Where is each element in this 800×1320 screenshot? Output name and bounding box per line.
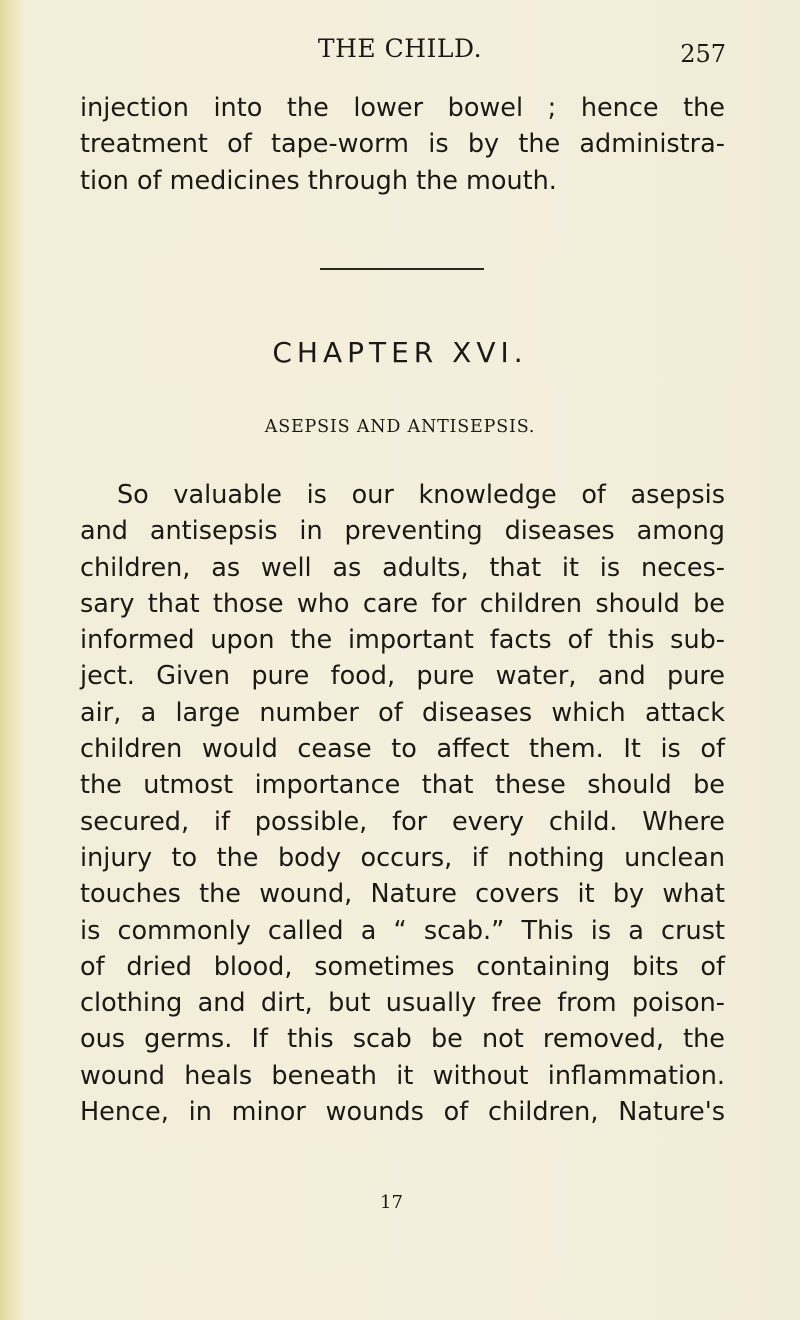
text-line: is commonly called a “ scab.” This is a crust (80, 915, 725, 946)
text-line: tion of medicines through the mouth. (80, 165, 557, 196)
text-line: wound heals beneath it without inflammation. (80, 1060, 725, 1091)
text-line: touches the wound, Nature covers it by what (80, 879, 725, 910)
text-line: clothing and dirt, but usually free from poison- (80, 988, 725, 1019)
text-line: children, as well as adults, that it is neces- (80, 552, 725, 583)
running-title: THE CHILD. (317, 34, 483, 63)
text-line: So valuable is our knowledge of asepsis (117, 480, 725, 510)
text-line: ject. Given pure food, pure water, and pure (80, 661, 725, 692)
opening-paragraph (80, 90, 725, 199)
chapter-subtitle: ASEPSIS AND ANTISEPSIS. (264, 417, 536, 437)
text-line: of dried blood, sometimes containing bits of (80, 951, 725, 982)
text-line: Hence, in minor wounds of children, Nature's (80, 1097, 725, 1128)
text-line: ous germs. If this scab be not removed, the (80, 1024, 725, 1055)
text-line: injury to the body occurs, if nothing unclean (80, 842, 725, 873)
text-line: and antisepsis in preventing diseases among (80, 516, 725, 547)
text-line: sary that those who care for children should be (80, 588, 725, 619)
running-head (0, 34, 800, 74)
text-line: the utmost importance that these should be (80, 770, 725, 801)
text-line: air, a large number of diseases which attack (80, 697, 725, 728)
text-line: children would cease to affect them. It is of (80, 734, 725, 765)
text-line: injection into the lower bowel ; hence the (80, 93, 725, 123)
section-divider (320, 268, 484, 270)
chapter-heading: CHAPTER XVI. (272, 336, 528, 369)
text-line: secured, if possible, for every child. Where (80, 806, 725, 837)
signature-mark: 17 (380, 1192, 403, 1213)
text-line: treatment of tape-worm is by the administra- (80, 129, 725, 160)
text-line: informed upon the important facts of this sub- (80, 625, 725, 656)
page-number: 257 (680, 40, 726, 68)
body-paragraph (80, 477, 725, 1130)
